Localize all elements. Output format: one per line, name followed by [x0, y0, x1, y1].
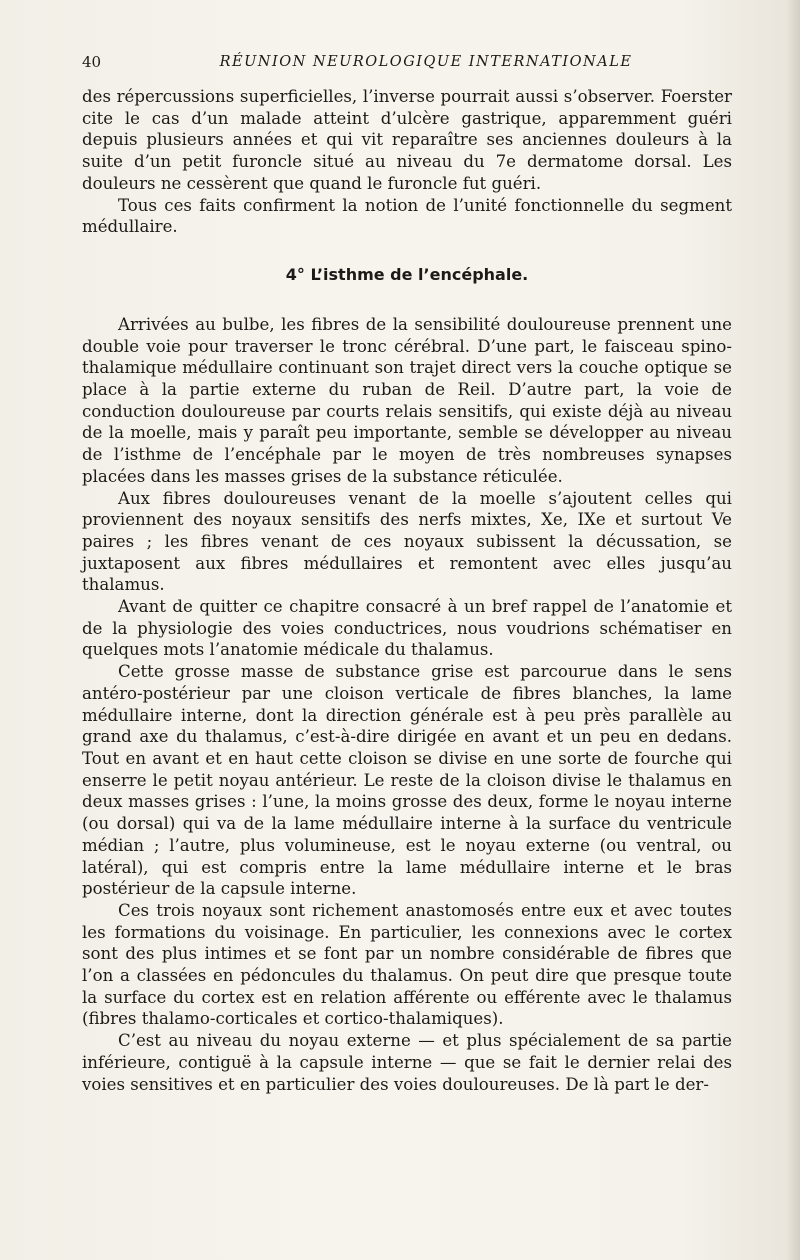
paragraph: Ces trois noyaux sont richement anastomosés entre eux et avec toutes les formations du voisinage. En particulier, les connexions avec le cortex sont des plus intimes et se font par un nombre considérable de fibres que l’on a classées en pédoncules du thalamus. On peut dire que presque toute la surface du cortex est en relation afférente ou efférente avec le thalamus (fibres thalamo-corticales et cortico-thalamiques).: [82, 900, 732, 1029]
page-number: 40: [82, 53, 102, 71]
page-edge-shadow: [786, 0, 800, 1260]
paragraph: des répercussions superficielles, l’inverse pourrait aussi s’observer. Foerster cite le cas d’un malade atteint d’ulcère gastrique, apparemment guéri depuis plusieurs années et qui vit reparaître ses anciennes douleurs à la suite d’un petit furoncle situé au niveau du 7e dermatome dorsal. Les douleurs ne cessèrent que quand le furoncle fut guéri.: [82, 87, 732, 193]
running-title: RÉUNION NEUROLOGIQUE INTERNATIONALE: [219, 54, 633, 70]
paragraph: Cette grosse masse de substance grise est parcourue dans le sens antéro-postérieur par une cloison verticale de fibres blanches, la lame médullaire interne, dont la direction générale est à peu près parallèle au grand axe du thalamus, c’est-à-dire dirigée en avant et un peu en dedans. Tout en avant et en haut cette cloison se divise en une sorte de fourche qui enserre le petit noyau antérieur. Le reste de la cloison divise le thalamus en deux masses grises : l’une, la moins grosse des deux, forme le noyau interne (ou dorsal) qui va de la lame médullaire interne à la surface du ventricule médian ; l’autre, plus volumineuse, est le noyau externe (ou ventral, ou latéral), qui est compris entre la lame médullaire interne et le bras postérieur de la capsule interne.: [82, 662, 732, 899]
paragraph: Tous ces faits confirment la notion de l’unité fonctionnelle du segment médullaire.: [82, 195, 732, 237]
paragraph: Avant de quitter ce chapitre consacré à un bref rappel de l’anatomie et de la physiologie des voies conductrices, nous voudrions schématiser en quelques mots l’anatomie médicale du thalamus.: [82, 597, 732, 660]
paragraph: Aux fibres douloureuses venant de la moelle s’ajoutent celles qui proviennent des noyaux sensitifs des nerfs mixtes, Xe, IXe et surtout Ve paires ; les fibres venant de ces noyaux subissent la décussation, se juxtaposent aux fibres médullaires et remontent avec elles jusqu’au thalamus.: [82, 488, 732, 595]
section-heading: 4° L’isthme de l’encéphale.: [285, 264, 529, 284]
running-header: [82, 50, 730, 74]
paragraph: C’est au niveau du noyau externe — et plus spécialement de sa partie inférieure, contiguë à la capsule interne — que se fait le dernier relai des voies sensitives et en particulier des voies douloureuses. De là part le der-: [82, 1031, 732, 1094]
paragraph: Arrivées au bulbe, les fibres de la sensibilité douloureuse prennent une double voie pour traverser le tronc cérébral. D’une part, le faisceau spino-thalamique médullaire continuant son trajet direct vers la couche optique se place à la partie externe du ruban de Reil. D’autre part, la voie de conduction douloureuse par courts relais sensitifs, qui existe déjà au niveau de la moelle, mais y paraît peu importante, semble se développer au niveau de l’isthme de l’encéphale par le moyen de très nombreuses synapses placées dans les masses grises de la substance réticulée.: [82, 314, 732, 486]
page-body: [82, 86, 732, 1095]
